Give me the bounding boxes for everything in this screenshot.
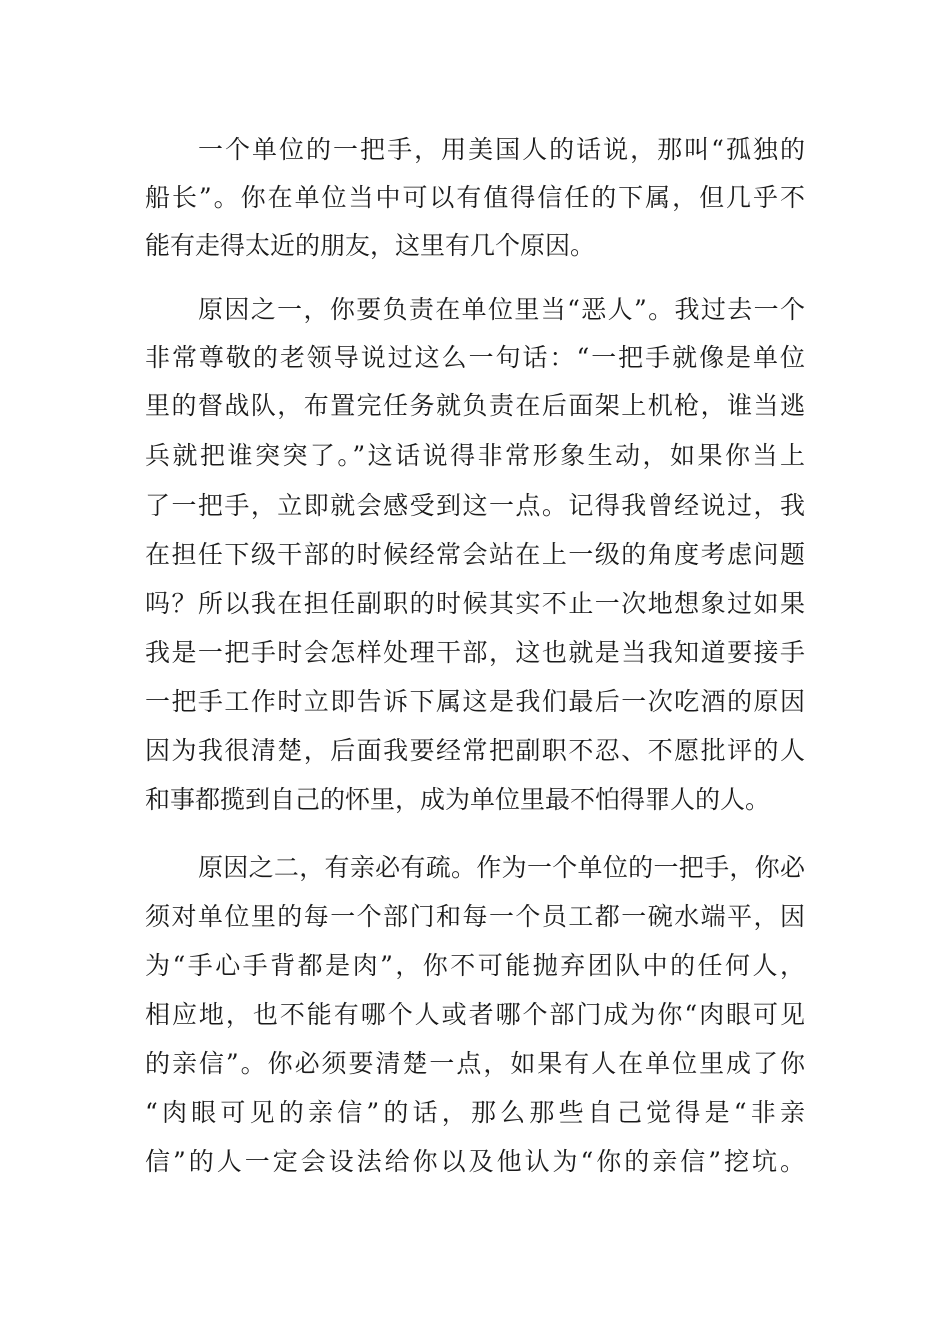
text-line: 因为我很清楚，后面我要经常把副职不忍、不愿批评的人 [145, 736, 805, 765]
text-line: 一个单位的一把手，用美国人的话说，那叫“孤独的 [198, 135, 805, 164]
text-line: 一把手工作时立即告诉下属这是我们最后一次吃酒的原因 [145, 687, 805, 716]
text-line: 和事都揽到自己的怀里，成为单位里最不怕得罪人的人。 [145, 785, 771, 814]
text-line: 原因之一，你要负责在单位里当“恶人”。我过去一个 [198, 295, 805, 324]
text-line: 兵就把谁突突了。”这话说得非常形象生动，如果你当上 [145, 441, 805, 470]
text-line: 非常尊敬的老领导说过这么一句话：“一把手就像是单位 [145, 343, 805, 372]
text-line: 了一把手，立即就会感受到这一点。记得我曾经说过，我 [145, 491, 805, 520]
text-line: 里的督战队，布置完任务就负责在后面架上机枪，谁当逃 [145, 391, 805, 420]
text-line: 在担任下级干部的时候经常会站在上一级的角度考虑问题 [145, 540, 805, 569]
text-line: 船长”。你在单位当中可以有值得信任的下属，但几乎不 [145, 183, 805, 212]
text-line: 能有走得太近的朋友，这里有几个原因。 [145, 231, 596, 260]
text-line: 相应地，也不能有哪个人或者哪个部门成为你“肉眼可见 [145, 1000, 805, 1029]
text-line: “肉眼可见的亲信”的话，那么那些自己觉得是“非亲 [145, 1098, 805, 1127]
text-line: 原因之二，有亲必有疏。作为一个单位的一把手，你必 [198, 853, 805, 882]
text-line: 的亲信”。你必须要清楚一点，如果有人在单位里成了你 [145, 1049, 805, 1078]
text-line: 我是一把手时会怎样处理干部，这也就是当我知道要接手 [145, 638, 805, 667]
text-line: 吗？所以我在担任副职的时候其实不止一次地想象过如果 [145, 589, 805, 618]
text-line: 为“手心手背都是肉”，你不可能抛弃团队中的任何人， [145, 951, 805, 980]
text-line: 须对单位里的每一个部门和每一个员工都一碗水端平，因 [145, 902, 805, 931]
text-line: 信”的人一定会设法给你以及他认为“你的亲信”挖坑。 [145, 1147, 805, 1176]
